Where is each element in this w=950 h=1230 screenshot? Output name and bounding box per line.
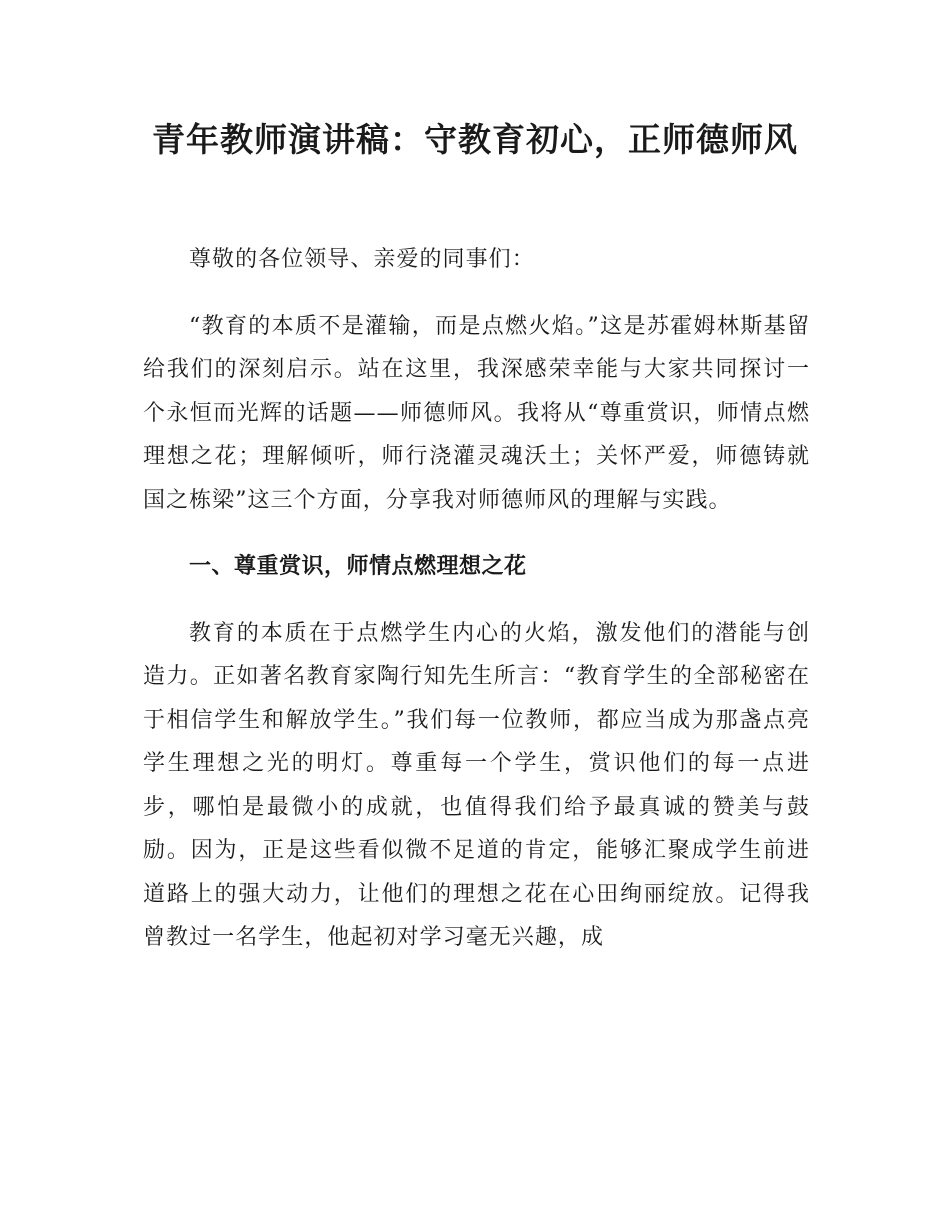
greeting-paragraph: 尊敬的各位领导、亲爱的同事们： bbox=[189, 247, 535, 272]
section-paragraph: 教育的本质在于点燃学生内心的火焰，激发他们的潜能与创造力。正如著名教育家陶行知先生所言：“教育学生的全部秘密在于相信学生和解放学生。”我们每一位教师，都应当成为那盏点亮学生理想之光的明灯。尊重每一个学生，赏识他们的每一点进步，哪怕是最微小的成就，也值得我们给予最真诚的赞美与鼓励。因为，正是这些看似微不足道的肯定，能够汇聚成学生前进道路上的强大动力，让他们的理想之花在心田绚丽绽放。记得我曾教过一名学生，他起初对学习毫无兴趣，成 bbox=[143, 620, 810, 950]
document-body bbox=[143, 238, 810, 960]
document-title: 青年教师演讲稿：守教育初心，正师德师风 bbox=[152, 120, 798, 159]
intro-paragraph: “教育的本质不是灌输，而是点燃火焰。”这是苏霍姆林斯基留给我们的深刻启示。站在这里，我深感荣幸能与大家共同探讨一个永恒而光辉的话题——师德师风。我将从“尊重赏识，师情点燃理想之花；理解倾听，师行浇灌灵魂沃土；关怀严爱，师德铸就国之栋梁”这三个方面，分享我对师德师风的理解与实践。 bbox=[143, 313, 810, 513]
section-heading: 一、尊重赏识，师情点燃理想之花 bbox=[189, 554, 527, 579]
